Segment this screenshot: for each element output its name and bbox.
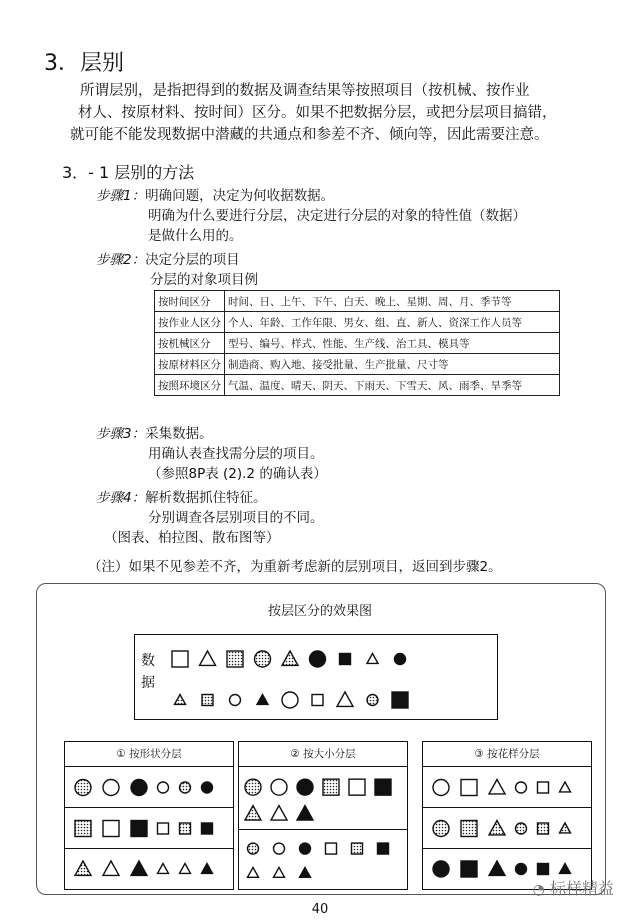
panel-row: [65, 849, 233, 889]
square-marker: [323, 779, 339, 795]
square-marker: [103, 821, 119, 837]
circle-marker: [255, 651, 271, 667]
square-marker: [461, 821, 477, 837]
step-title: 明确问题，决定为何收据数据。: [145, 188, 335, 204]
square-marker: [131, 821, 147, 837]
square-marker: [180, 823, 191, 834]
panel-title: ① 按形状分层: [65, 742, 233, 767]
step-line: 明确为什么要进行分层，决定进行分层的对象的特性值（数据）: [148, 208, 526, 224]
step-label: 步骤4：: [96, 490, 146, 506]
step-label: 步骤3：: [96, 426, 146, 442]
triangle-marker: [489, 861, 505, 875]
section-heading: 3．层别: [44, 51, 124, 76]
circle-marker: [297, 779, 313, 795]
panel-row: [239, 767, 407, 830]
square-marker: [326, 843, 337, 854]
square-marker: [538, 782, 549, 793]
circle-marker: [230, 695, 241, 706]
triangle-marker: [131, 861, 147, 875]
triangle-marker: [337, 692, 353, 706]
step-title: 采集数据。: [145, 426, 213, 442]
watermark: [533, 876, 614, 899]
circle-marker: [75, 780, 91, 796]
panel-row: [239, 830, 407, 888]
circle-marker: [310, 651, 326, 667]
row-key: 按机械区分: [155, 333, 225, 354]
square-marker: [75, 821, 91, 837]
circle-marker: [433, 861, 449, 877]
triangle-marker: [300, 867, 311, 877]
row-value: 制造商、购入地、接受批量、生产批量、尺寸等: [225, 354, 560, 375]
triangle-marker: [560, 864, 571, 874]
step-line: （参照8P表 (2).2 的确认表）: [148, 466, 327, 482]
circle-marker: [516, 864, 527, 875]
intro-line: 就可能不能发现数据中潜藏的共通点和参差不齐、倾向等，因此需要注意。: [70, 127, 549, 143]
triangle-marker: [274, 867, 285, 877]
circle-marker: [516, 782, 527, 793]
panel-title: ③ 按花样分层: [423, 742, 591, 767]
wechat-icon: ◔: [532, 882, 545, 898]
panel-by-pattern: [422, 741, 592, 890]
triangle-marker: [257, 695, 268, 705]
square-marker: [375, 779, 391, 795]
square-marker: [227, 651, 243, 667]
panel-row: [65, 767, 233, 808]
square-marker: [349, 779, 365, 795]
panel-by-size: [238, 741, 408, 890]
circle-marker: [103, 780, 119, 796]
step-subtitle: 分层的对象项目例: [150, 272, 258, 288]
row-key: 按作业人区分: [155, 312, 225, 333]
circle-marker: [271, 779, 287, 795]
panel-row: [423, 808, 591, 849]
step-title: 决定分层的项目: [145, 252, 240, 268]
square-marker: [352, 843, 363, 854]
circle-marker: [282, 692, 298, 708]
square-marker: [538, 864, 549, 875]
row-value: 个人、年龄、工作年限、男女、组、直、新人、资深工作人员等: [225, 312, 560, 333]
circle-marker: [158, 782, 169, 793]
row-value: 气温、温度、晴天、阴天、下雨天、下雪天、风、雨季、旱季等: [225, 375, 560, 396]
square-marker: [392, 692, 408, 708]
triangle-marker: [248, 867, 259, 877]
circle-marker: [433, 780, 449, 796]
step-label: 步骤1：: [96, 188, 146, 204]
square-marker: [172, 651, 188, 667]
row-key: 按原材料区分: [155, 354, 225, 375]
intro-line: 材人、按原材料、按时间）区分。如果不把数据分层，或把分层项目搞错，: [78, 105, 557, 121]
row-key: 按照环境区分: [155, 375, 225, 396]
step-title: 解析数据抓住特征。: [145, 490, 267, 506]
circle-marker: [274, 843, 285, 854]
page-number: 40: [311, 902, 329, 917]
row-value: 型号、编号、样式、性能、生产线、治工具、模具等: [225, 333, 560, 354]
circle-marker: [248, 843, 259, 854]
circle-marker: [395, 654, 406, 665]
watermark-text: 标样精益: [549, 879, 614, 898]
square-marker: [312, 695, 323, 706]
circle-marker: [433, 821, 449, 837]
row-value: 时间、日、上午、下午、白天、晚上、星期、周、月、季节等: [225, 291, 560, 312]
triangle-marker: [75, 861, 91, 875]
circle-marker: [202, 782, 213, 793]
panel-row: [423, 767, 591, 808]
square-marker: [461, 861, 477, 877]
step-extra: （图表、柏拉图、散布图等）: [104, 530, 280, 546]
triangle-marker: [560, 782, 571, 792]
square-marker: [202, 823, 213, 834]
square-marker: [158, 823, 169, 834]
circle-marker: [367, 695, 378, 706]
triangle-marker: [245, 806, 261, 820]
triangle-marker: [489, 780, 505, 794]
circle-marker: [131, 780, 147, 796]
triangle-marker: [560, 823, 571, 833]
triangle-marker: [180, 864, 191, 874]
triangle-marker: [200, 651, 216, 665]
circle-marker: [180, 782, 191, 793]
subsection-heading: 3．- 1 层别的方法: [62, 163, 195, 182]
square-marker: [538, 823, 549, 834]
square-marker: [461, 780, 477, 796]
panel-row: [65, 808, 233, 849]
figure-title: 按层区分的效果图: [267, 604, 372, 619]
step-line: 用确认表查找需分层的项目。: [148, 446, 324, 462]
step-label: 步骤2：: [96, 252, 146, 268]
panel-by-shape: [64, 741, 234, 890]
triangle-marker: [282, 651, 298, 665]
triangle-marker: [103, 861, 119, 875]
data-label: 数据: [141, 653, 155, 691]
circle-marker: [300, 843, 311, 854]
square-marker: [340, 654, 351, 665]
triangle-marker: [489, 821, 505, 835]
square-marker: [378, 843, 389, 854]
intro-line: 所谓层别，是指把得到的数据及调查结果等按照项目（按机械、按作业: [80, 83, 530, 99]
panel-title: ② 按大小分层: [239, 742, 407, 767]
triangle-marker: [271, 806, 287, 820]
triangle-marker: [367, 654, 378, 664]
triangle-marker: [175, 695, 186, 705]
triangle-marker: [202, 864, 213, 874]
triangle-marker: [158, 864, 169, 874]
step-line: 是做什么用的。: [148, 228, 243, 244]
circle-marker: [516, 823, 527, 834]
row-key: 按时间区分: [155, 291, 225, 312]
triangle-marker: [297, 806, 313, 820]
square-marker: [202, 695, 213, 706]
note: （注）如果不见参差不齐，为重新考虑新的层别项目，返回到步骤2。: [88, 559, 502, 575]
circle-marker: [245, 779, 261, 795]
step-line: 分别调查各层别项目的不同。: [148, 510, 324, 526]
